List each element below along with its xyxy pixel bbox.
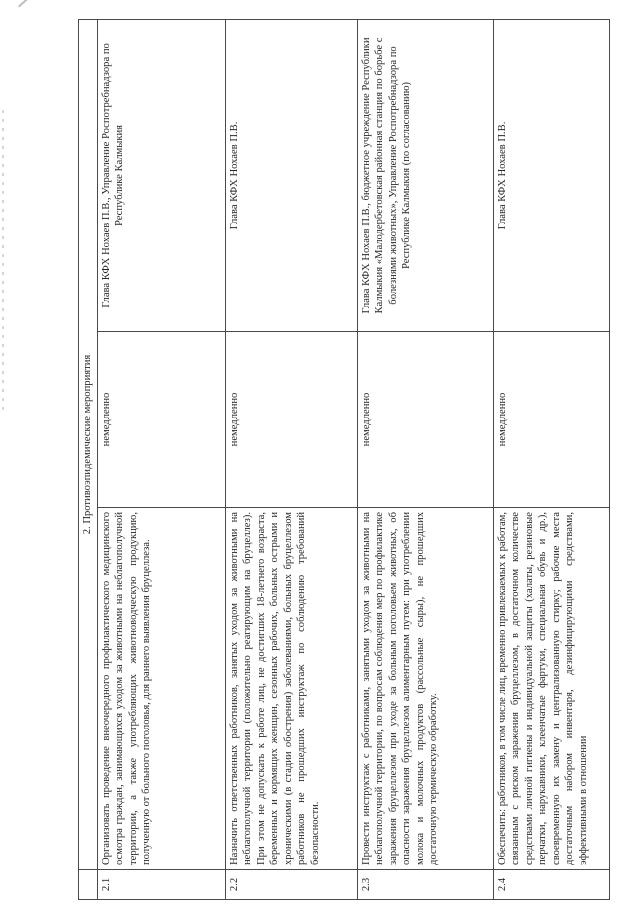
scan-artifact [18, 0, 60, 7]
row-number: 2.2 [225, 870, 357, 900]
scan-artifact-edge [2, 110, 4, 410]
row-description: Провести инструктаж с работниками, занятыми уходом за животными на неблагополучной территории, по вопросам соблюдения мер по профилактике заражения бруцеллезом при уходе за больным поголовьем животных, об опасности заражения бруцеллезом алиментарным путем: при употреблении молока и молочных продуктов (рассольные сыры), не прошедших достаточную термическую обработку. [357, 508, 493, 870]
row-term: немедленно [357, 332, 493, 508]
row-number: 2.4 [493, 870, 609, 900]
row-term: немедленно [225, 332, 357, 508]
table-row [357, 19, 493, 899]
row-term: немедленно [493, 332, 609, 508]
row-responsible: Глава КФХ Нохаев П.В. [225, 19, 357, 331]
row-number: 2.3 [357, 870, 493, 900]
row-description: Обеспечить: работников, в том числе лиц, временно привлекаемых к работам, связанным с риском заражения бруцеллезом, в достаточном количестве средствами личной гигиены и индивидуальной защиты (халаты, резиновые перчатки, нарукавники, клеенчатые фартуки, специальная обувь и др.), своевременную их замену и централизованную стирку; рабочие места достаточным набором инвентаря, дезинфицирующими средствами, эффективными в отношении [493, 508, 609, 870]
row-term: немедленно [97, 332, 225, 508]
table-row [97, 19, 225, 899]
rotated-page [78, 20, 610, 900]
row-responsible: Глава КФХ Нохаев П.В. [493, 19, 609, 331]
row-number: 2.1 [97, 870, 225, 900]
measures-table [78, 19, 610, 900]
row-responsible: Глава КФХ Нохаев П.В., Управление Роспотребнадзора по Республике Калмыкия [97, 19, 225, 331]
row-responsible: Глава КФХ Нохаев П.В., бюджетное учреждение Республики Калмыкия «Малодербетовская районная станция по борьбе с болезнями животных», Управление Роспотребнадзора по Республике Калмыкия (по согласованию) [357, 19, 493, 331]
table-row [493, 19, 609, 899]
row-description: Назначить ответственных работников, занятых уходом за животными на неблагополучной территории (положительно реагирующим на бруцеллез). При этом не допускать к работе лиц, не достигших 18-летнего возраста, беременных и кормящих женщин, сезонных рабочих, больных острыми и хроническими (в стадии обострения) заболеваниями, больных бруцеллезом работников не прошедших инструктаж по соблюдению требований безопасности. [225, 508, 357, 870]
row-description: Организовать проведение внеочередного профилактического медицинского осмотра граждан, занимающихся уходом за животными на неблагополучной территории, а также употребляющих животноводческую продукцию, полученную от больного поголовья, для раннего выявления бруцеллеза. [97, 508, 225, 870]
section-title: 2. Противоэпидемические мероприятия [79, 19, 98, 869]
table-row [225, 19, 357, 899]
section-header-row [79, 19, 98, 899]
